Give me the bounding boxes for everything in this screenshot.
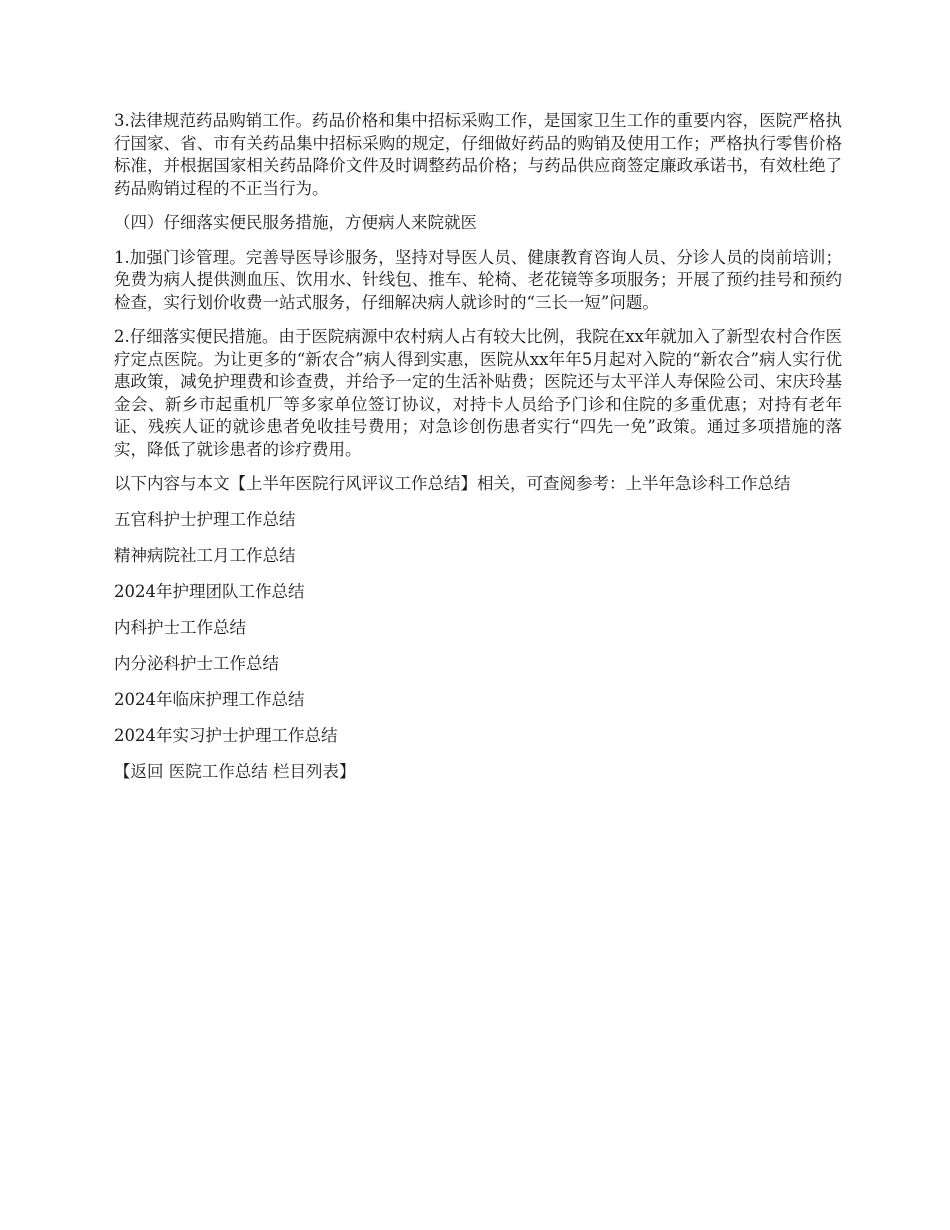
list-item [114, 581, 842, 604]
paragraph-drug-procurement: 3.法律规范药品购销工作。药品价格和集中招标采购工作，是国家卫生工作的重要内容，医院严格执行国家、省、市有关药品集中招标采购的规定，仔细做好药品的购销及使用工作；严格执行零售价格标准，并根据国家相关药品降价文件及时调整药品价格；与药品供应商签定廉政承诺书，有效杜绝了药品购销过程的不正当行为。 [114, 111, 842, 198]
related-link-nursing-team[interactable]: 2024年护理团队工作总结 [114, 581, 305, 601]
back-to-category-link[interactable]: 【返回 医院工作总结 栏目列表】 [114, 761, 356, 781]
list-item [114, 653, 842, 676]
document-page [114, 110, 842, 783]
list-item [114, 509, 842, 532]
paragraph-convenience-measures: 2.仔细落实便民措施。由于医院病源中农村病人占有较大比例，我院在xx年就加入了新型农村合作医疗定点医院。为让更多的“新农合”病人得到实惠，医院从xx年年5月起对入院的“新农合”病人实行优惠政策，减免护理费和诊查费，并给予一定的生活补贴费；医院还与太平洋人寿保险公司、宋庆玲基金会、新乡市起重机厂等多家单位签订协议，对持卡人员给予门诊和住院的多重优惠；对持有老年证、残疾人证的就诊患者免收挂号费用；对急诊创伤患者实行“四先一免”政策。通过多项措施的落实，降低了就诊患者的诊疗费用。 [114, 327, 842, 459]
related-link-endocrinology-nurse[interactable]: 内分泌科护士工作总结 [114, 653, 279, 673]
related-link-psychiatric-social-work[interactable]: 精神病院社工月工作总结 [114, 545, 296, 565]
related-articles-list [114, 509, 842, 748]
related-link-clinical-nursing[interactable]: 2024年临床护理工作总结 [114, 689, 305, 709]
related-link-intern-nurse[interactable]: 2024年实习护士护理工作总结 [114, 725, 338, 745]
list-item [114, 545, 842, 568]
list-item [114, 689, 842, 712]
related-link-ent-nurse[interactable]: 五官科护士护理工作总结 [114, 509, 296, 529]
paragraph-outpatient-management: 1.加强门诊管理。完善导医导诊服务，坚持对导医人员、健康教育咨询人员、分诊人员的岗前培训；免费为病人提供测血压、饮用水、针线包、推车、轮椅、老花镜等多项服务；开展了预约挂号和预约检查，实行划价收费一站式服务，仔细解决病人就诊时的“三长一短”问题。 [114, 247, 842, 312]
section-heading-convenience: （四）仔细落实便民服务措施，方便病人来院就医 [114, 213, 477, 232]
list-item [114, 617, 842, 640]
related-articles-intro: 以下内容与本文【上半年医院行风评议工作总结】相关，可查阅参考：上半年急诊科工作总结 [114, 474, 791, 493]
related-link-internal-medicine-nurse[interactable]: 内科护士工作总结 [114, 617, 246, 637]
list-item [114, 725, 842, 748]
